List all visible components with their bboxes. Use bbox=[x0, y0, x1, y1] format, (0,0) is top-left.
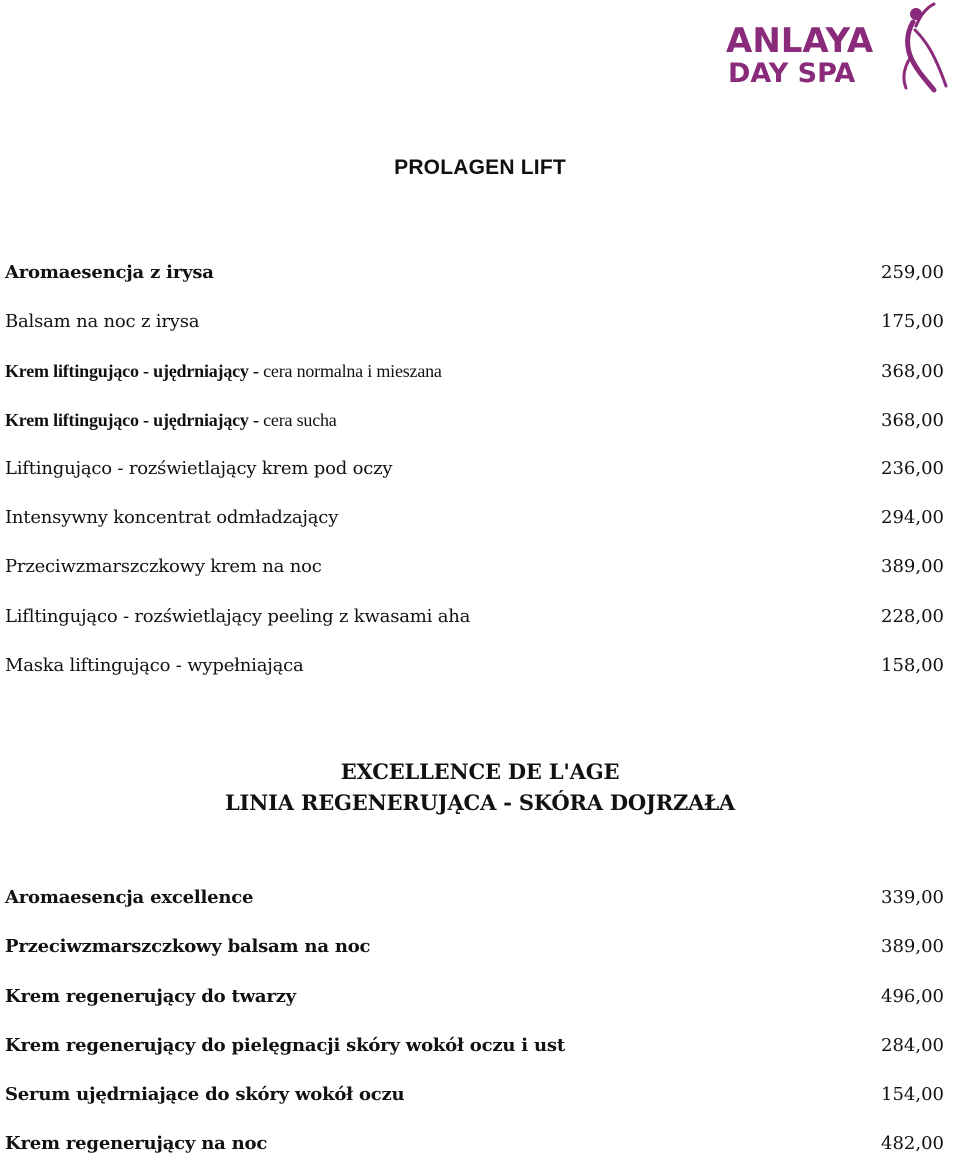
product-name-group bbox=[5, 407, 337, 434]
product-price: 368,00 bbox=[881, 361, 944, 382]
product-name: Intensywny koncentrat odmładzający bbox=[5, 507, 339, 528]
product-price: 482,00 bbox=[881, 1133, 944, 1154]
product-price: 294,00 bbox=[881, 507, 944, 528]
list-item bbox=[5, 505, 944, 531]
list-item bbox=[5, 358, 944, 384]
product-name: Serum ujędrniające do skóry wokół oczu bbox=[5, 1084, 405, 1105]
list-item bbox=[5, 554, 944, 580]
product-variant: cera sucha bbox=[263, 410, 337, 430]
product-price: 368,00 bbox=[881, 410, 944, 431]
list-item bbox=[5, 260, 944, 286]
list-item bbox=[5, 885, 944, 911]
section-title-excellence: EXCELLENCE DE L'AGE bbox=[340, 759, 620, 784]
product-name: Aromaesencja z irysa bbox=[5, 262, 214, 283]
product-price: 158,00 bbox=[881, 655, 944, 676]
product-name: Przeciwzmarszczkowy balsam na noc bbox=[5, 936, 371, 957]
product-name: Krem liftingująco - ujędrniający - bbox=[5, 361, 264, 381]
product-name: Krem regenerujący na noc bbox=[5, 1133, 268, 1154]
product-variant: cera normalna i mieszana bbox=[263, 361, 442, 381]
product-name: Maska liftingująco - wypełniająca bbox=[5, 655, 304, 676]
list-item bbox=[5, 984, 944, 1010]
product-name-group bbox=[5, 358, 442, 385]
logo-line2: DAY SPA bbox=[728, 58, 856, 89]
list-item bbox=[5, 1131, 944, 1157]
section-title-prolagen-lift: PROLAGEN LIFT bbox=[394, 156, 566, 179]
product-price: 175,00 bbox=[881, 311, 944, 332]
list-item bbox=[5, 604, 944, 630]
product-name: Balsam na noc z irysa bbox=[5, 311, 200, 332]
product-name: Krem liftingująco - ujędrniający - bbox=[5, 410, 264, 430]
product-name: Lifltingująco - rozświetlający peeling z kwasami aha bbox=[5, 606, 471, 627]
logo bbox=[720, 0, 960, 100]
product-name: Krem regenerujący do pielęgnacji skóry wokół oczu i ust bbox=[5, 1035, 565, 1056]
logo-graphic bbox=[720, 0, 960, 100]
product-price: 236,00 bbox=[881, 458, 944, 479]
product-price: 259,00 bbox=[881, 262, 944, 283]
list-item bbox=[5, 309, 944, 335]
product-price: 339,00 bbox=[881, 887, 944, 908]
list-item bbox=[5, 1082, 944, 1108]
product-price: 154,00 bbox=[881, 1084, 944, 1105]
list-item bbox=[5, 1033, 944, 1059]
list-item bbox=[5, 456, 944, 482]
product-price: 284,00 bbox=[881, 1035, 944, 1056]
list-item bbox=[5, 934, 944, 960]
product-price: 389,00 bbox=[881, 936, 944, 957]
product-price: 496,00 bbox=[881, 986, 944, 1007]
section-subtitle-regenerating-line: LINIA REGENERUJĄCA - SKÓRA DOJRZAŁA bbox=[224, 790, 736, 815]
product-name: Liftingująco - rozświetlający krem pod oczy bbox=[5, 458, 393, 479]
list-item bbox=[5, 407, 944, 433]
product-price: 389,00 bbox=[881, 556, 944, 577]
list-item bbox=[5, 653, 944, 679]
logo-line1: ANLAYA bbox=[726, 21, 874, 61]
product-name: Krem regenerujący do twarzy bbox=[5, 986, 296, 1007]
dancer-figure-icon bbox=[904, 4, 946, 90]
product-name: Przeciwzmarszczkowy krem na noc bbox=[5, 556, 322, 577]
product-price: 228,00 bbox=[881, 606, 944, 627]
product-name: Aromaesencja excellence bbox=[5, 887, 254, 908]
